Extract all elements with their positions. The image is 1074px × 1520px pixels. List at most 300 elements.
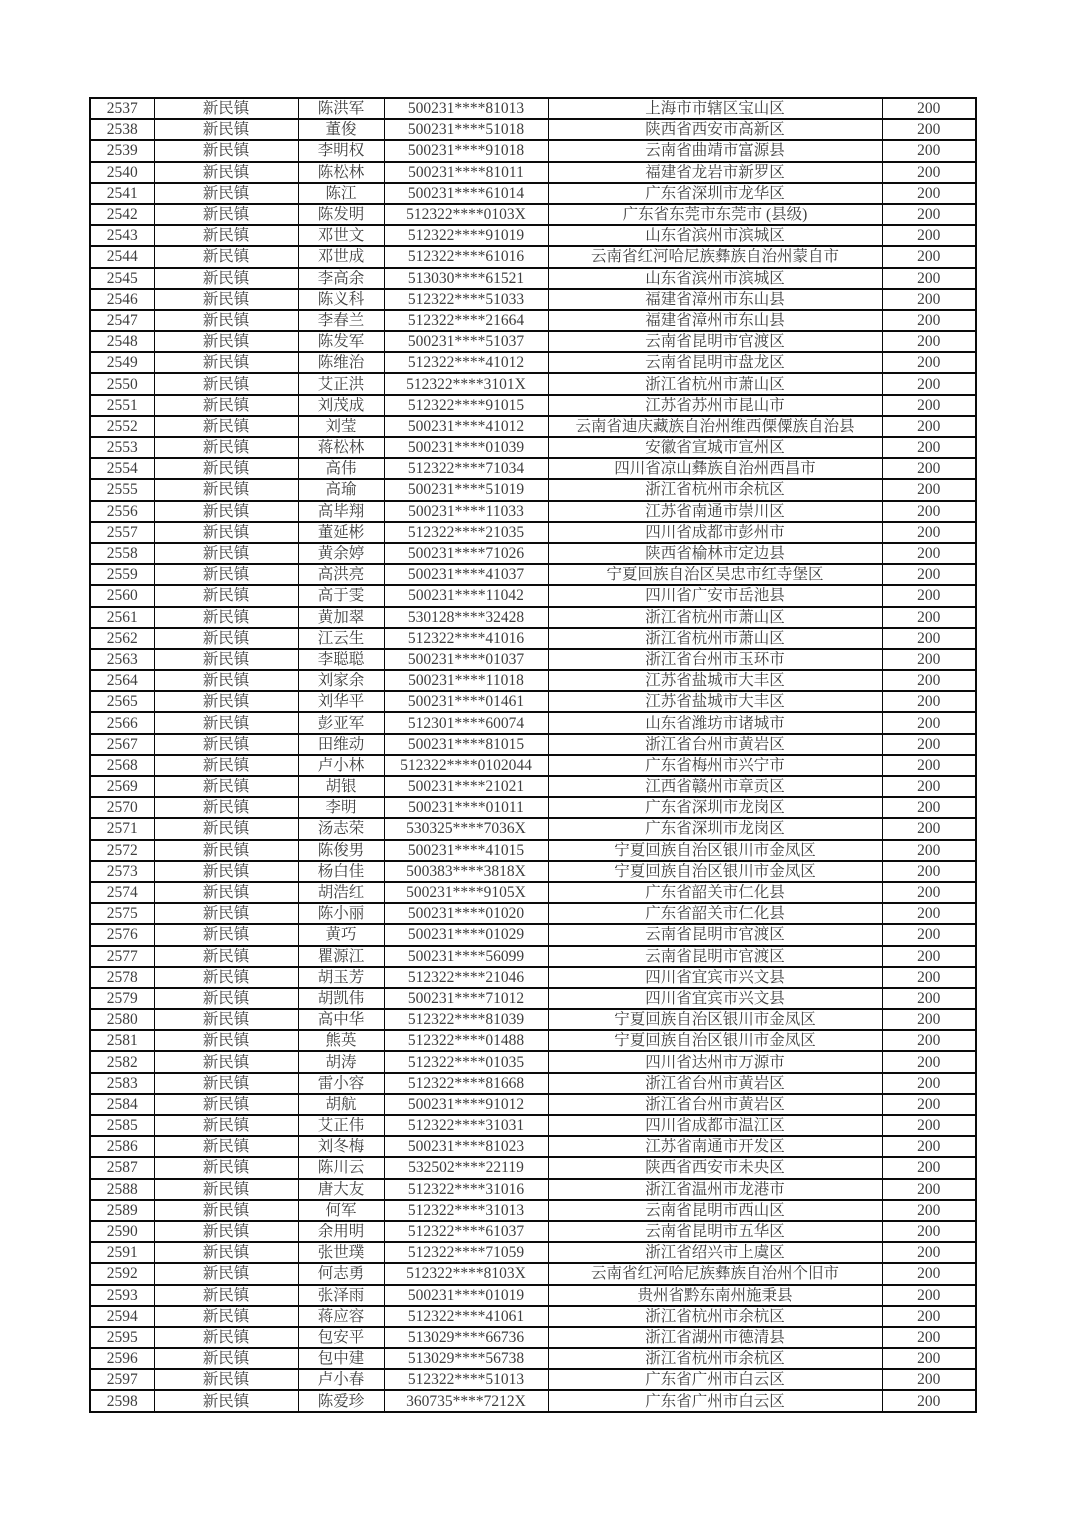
cell-region: 上海市市辖区宝山区: [548, 98, 882, 119]
cell-region: 四川省凉山彝族自治州西昌市: [548, 458, 882, 479]
table-row: [90, 246, 976, 267]
cell-name: 董俊: [298, 119, 384, 140]
cell-name: 李高余: [298, 268, 384, 289]
cell-name: 黄余婷: [298, 543, 384, 564]
cell-region: 陕西省西安市高新区: [548, 119, 882, 140]
table-row: [90, 1094, 976, 1115]
cell-region: 云南省迪庆藏族自治州维西傈僳族自治县: [548, 416, 882, 437]
cell-id-masked: 513029****56738: [384, 1348, 548, 1369]
cell-region: 四川省成都市温江区: [548, 1115, 882, 1136]
table-row: [90, 585, 976, 606]
cell-name: 陈洪军: [298, 98, 384, 119]
cell-index: 2551: [90, 395, 154, 416]
cell-index: 2559: [90, 564, 154, 585]
cell-town: 新民镇: [154, 1348, 298, 1369]
cell-region: 云南省昆明市官渡区: [548, 946, 882, 967]
cell-town: 新民镇: [154, 373, 298, 394]
cell-amount: 200: [882, 1157, 976, 1178]
cell-region: 云南省红河哈尼族彝族自治州蒙自市: [548, 246, 882, 267]
cell-name: 张泽雨: [298, 1285, 384, 1306]
table-row: [90, 840, 976, 861]
table-row: [90, 734, 976, 755]
cell-index: 2564: [90, 670, 154, 691]
cell-region: 浙江省杭州市余杭区: [548, 1348, 882, 1369]
cell-amount: 200: [882, 1221, 976, 1242]
cell-index: 2547: [90, 310, 154, 331]
cell-index: 2555: [90, 479, 154, 500]
cell-region: 贵州省黔东南州施秉县: [548, 1285, 882, 1306]
cell-index: 2575: [90, 903, 154, 924]
cell-name: 胡凯伟: [298, 988, 384, 1009]
cell-index: 2594: [90, 1306, 154, 1327]
table-row: [90, 649, 976, 670]
cell-region: 广东省深圳市龙华区: [548, 183, 882, 204]
cell-town: 新民镇: [154, 395, 298, 416]
cell-region: 四川省达州市万源市: [548, 1051, 882, 1072]
cell-amount: 200: [882, 1200, 976, 1221]
cell-index: 2560: [90, 585, 154, 606]
cell-amount: 200: [882, 310, 976, 331]
cell-amount: 200: [882, 1369, 976, 1390]
cell-region: 广东省深圳市龙岗区: [548, 797, 882, 818]
table-row: [90, 628, 976, 649]
cell-region: 浙江省台州市黄岩区: [548, 1094, 882, 1115]
cell-region: 浙江省温州市龙港市: [548, 1179, 882, 1200]
cell-amount: 200: [882, 373, 976, 394]
table-row: [90, 946, 976, 967]
cell-region: 宁夏回族自治区银川市金凤区: [548, 1009, 882, 1030]
cell-id-masked: 500231****41015: [384, 840, 548, 861]
table-row: [90, 861, 976, 882]
cell-index: 2595: [90, 1327, 154, 1348]
table-row: [90, 1009, 976, 1030]
cell-amount: 200: [882, 183, 976, 204]
cell-id-masked: 532502****22119: [384, 1157, 548, 1178]
cell-region: 宁夏回族自治区银川市金凤区: [548, 861, 882, 882]
cell-id-masked: 512322****21035: [384, 522, 548, 543]
cell-id-masked: 512322****71034: [384, 458, 548, 479]
cell-name: 邓世文: [298, 225, 384, 246]
cell-index: 2546: [90, 289, 154, 310]
cell-id-masked: 512322****41012: [384, 352, 548, 373]
cell-town: 新民镇: [154, 1327, 298, 1348]
table-row: [90, 1285, 976, 1306]
cell-id-masked: 512322****51033: [384, 289, 548, 310]
cell-region: 云南省昆明市官渡区: [548, 924, 882, 945]
cell-index: 2563: [90, 649, 154, 670]
cell-index: 2557: [90, 522, 154, 543]
cell-index: 2584: [90, 1094, 154, 1115]
cell-region: 浙江省杭州市萧山区: [548, 628, 882, 649]
cell-amount: 200: [882, 734, 976, 755]
table-row: [90, 903, 976, 924]
table-row: [90, 1369, 976, 1390]
table-row: [90, 416, 976, 437]
cell-town: 新民镇: [154, 310, 298, 331]
cell-index: 2586: [90, 1136, 154, 1157]
cell-name: 张世璞: [298, 1242, 384, 1263]
cell-index: 2558: [90, 543, 154, 564]
table-row: [90, 1051, 976, 1072]
cell-town: 新民镇: [154, 458, 298, 479]
cell-name: 胡银: [298, 776, 384, 797]
table-row: [90, 712, 976, 733]
cell-amount: 200: [882, 204, 976, 225]
cell-index: 2577: [90, 946, 154, 967]
cell-index: 2583: [90, 1073, 154, 1094]
cell-amount: 200: [882, 1030, 976, 1051]
cell-amount: 200: [882, 691, 976, 712]
cell-name: 刘家余: [298, 670, 384, 691]
cell-name: 李聪聪: [298, 649, 384, 670]
cell-index: 2570: [90, 797, 154, 818]
cell-amount: 200: [882, 1051, 976, 1072]
cell-id-masked: 530325****7036X: [384, 818, 548, 839]
table-row: [90, 924, 976, 945]
cell-name: 陈江: [298, 183, 384, 204]
beneficiary-roster-table: [89, 97, 977, 1413]
cell-id-masked: 500231****61014: [384, 183, 548, 204]
cell-name: 何军: [298, 1200, 384, 1221]
cell-id-masked: 512322****31013: [384, 1200, 548, 1221]
cell-amount: 200: [882, 140, 976, 161]
cell-amount: 200: [882, 479, 976, 500]
table-row: [90, 458, 976, 479]
table-row: [90, 818, 976, 839]
cell-region: 云南省昆明市盘龙区: [548, 352, 882, 373]
cell-amount: 200: [882, 1285, 976, 1306]
table-row: [90, 479, 976, 500]
cell-id-masked: 500231****81023: [384, 1136, 548, 1157]
cell-region: 江西省赣州市章贡区: [548, 776, 882, 797]
cell-name: 卢小林: [298, 755, 384, 776]
cell-town: 新民镇: [154, 649, 298, 670]
cell-region: 浙江省杭州市萧山区: [548, 373, 882, 394]
cell-name: 陈维治: [298, 352, 384, 373]
cell-region: 福建省漳州市东山县: [548, 289, 882, 310]
cell-name: 包安平: [298, 1327, 384, 1348]
cell-region: 云南省曲靖市富源县: [548, 140, 882, 161]
cell-town: 新民镇: [154, 1221, 298, 1242]
cell-id-masked: 512322****0102044: [384, 755, 548, 776]
table-row: [90, 670, 976, 691]
cell-index: 2576: [90, 924, 154, 945]
cell-index: 2582: [90, 1051, 154, 1072]
cell-region: 广东省韶关市仁化县: [548, 882, 882, 903]
cell-town: 新民镇: [154, 1051, 298, 1072]
cell-name: 杨白佳: [298, 861, 384, 882]
table-row: [90, 607, 976, 628]
cell-town: 新民镇: [154, 522, 298, 543]
cell-id-masked: 500231****11042: [384, 585, 548, 606]
cell-id-masked: 512322****91015: [384, 395, 548, 416]
cell-town: 新民镇: [154, 1009, 298, 1030]
cell-town: 新民镇: [154, 1179, 298, 1200]
cell-town: 新民镇: [154, 607, 298, 628]
cell-id-masked: 500231****81011: [384, 162, 548, 183]
cell-id-masked: 500231****9105X: [384, 882, 548, 903]
cell-region: 福建省龙岩市新罗区: [548, 162, 882, 183]
cell-region: 云南省昆明市五华区: [548, 1221, 882, 1242]
table-row: [90, 268, 976, 289]
cell-amount: 200: [882, 501, 976, 522]
cell-town: 新民镇: [154, 268, 298, 289]
cell-name: 黄巧: [298, 924, 384, 945]
cell-town: 新民镇: [154, 1094, 298, 1115]
cell-index: 2589: [90, 1200, 154, 1221]
cell-town: 新民镇: [154, 1200, 298, 1221]
table-row: [90, 204, 976, 225]
cell-name: 李春兰: [298, 310, 384, 331]
cell-town: 新民镇: [154, 1263, 298, 1284]
cell-index: 2566: [90, 712, 154, 733]
cell-name: 陈发军: [298, 331, 384, 352]
cell-amount: 200: [882, 162, 976, 183]
cell-name: 胡航: [298, 1094, 384, 1115]
cell-name: 包中建: [298, 1348, 384, 1369]
cell-amount: 200: [882, 776, 976, 797]
cell-region: 云南省昆明市官渡区: [548, 331, 882, 352]
cell-name: 彭亚军: [298, 712, 384, 733]
cell-amount: 200: [882, 967, 976, 988]
cell-index: 2572: [90, 840, 154, 861]
cell-amount: 200: [882, 98, 976, 119]
cell-id-masked: 500231****21021: [384, 776, 548, 797]
cell-town: 新民镇: [154, 1390, 298, 1411]
cell-name: 刘茂成: [298, 395, 384, 416]
cell-town: 新民镇: [154, 670, 298, 691]
cell-region: 江苏省盐城市大丰区: [548, 670, 882, 691]
cell-amount: 200: [882, 268, 976, 289]
cell-name: 雷小容: [298, 1073, 384, 1094]
cell-town: 新民镇: [154, 246, 298, 267]
cell-town: 新民镇: [154, 946, 298, 967]
table-row: [90, 564, 976, 585]
cell-index: 2587: [90, 1157, 154, 1178]
cell-town: 新民镇: [154, 225, 298, 246]
cell-id-masked: 512301****60074: [384, 712, 548, 733]
table-row: [90, 437, 976, 458]
cell-amount: 200: [882, 712, 976, 733]
cell-id-masked: 512322****31016: [384, 1179, 548, 1200]
cell-amount: 200: [882, 395, 976, 416]
cell-id-masked: 512322****81668: [384, 1073, 548, 1094]
cell-id-masked: 512322****8103X: [384, 1263, 548, 1284]
table-row: [90, 1157, 976, 1178]
cell-index: 2542: [90, 204, 154, 225]
cell-name: 刘冬梅: [298, 1136, 384, 1157]
cell-index: 2592: [90, 1263, 154, 1284]
table-row: [90, 225, 976, 246]
table-row: [90, 1115, 976, 1136]
cell-town: 新民镇: [154, 967, 298, 988]
cell-name: 胡涛: [298, 1051, 384, 1072]
table-row: [90, 1327, 976, 1348]
cell-town: 新民镇: [154, 755, 298, 776]
cell-town: 新民镇: [154, 140, 298, 161]
cell-amount: 200: [882, 1094, 976, 1115]
cell-amount: 200: [882, 458, 976, 479]
cell-name: 唐大友: [298, 1179, 384, 1200]
cell-town: 新民镇: [154, 183, 298, 204]
cell-id-masked: 512322****3101X: [384, 373, 548, 394]
cell-town: 新民镇: [154, 1369, 298, 1390]
cell-region: 广东省韶关市仁化县: [548, 903, 882, 924]
cell-name: 艾正洪: [298, 373, 384, 394]
cell-index: 2591: [90, 1242, 154, 1263]
cell-index: 2585: [90, 1115, 154, 1136]
cell-index: 2578: [90, 967, 154, 988]
cell-index: 2538: [90, 119, 154, 140]
table-row: [90, 755, 976, 776]
cell-id-masked: 512322****71059: [384, 1242, 548, 1263]
cell-town: 新民镇: [154, 352, 298, 373]
table-row: [90, 1242, 976, 1263]
table-row: [90, 119, 976, 140]
cell-name: 余用明: [298, 1221, 384, 1242]
cell-town: 新民镇: [154, 1136, 298, 1157]
cell-index: 2593: [90, 1285, 154, 1306]
cell-id-masked: 500231****01011: [384, 797, 548, 818]
cell-id-masked: 500231****56099: [384, 946, 548, 967]
cell-name: 李明: [298, 797, 384, 818]
cell-name: 刘华平: [298, 691, 384, 712]
cell-region: 浙江省杭州市余杭区: [548, 479, 882, 500]
cell-index: 2544: [90, 246, 154, 267]
cell-name: 高洪亮: [298, 564, 384, 585]
cell-index: 2580: [90, 1009, 154, 1030]
cell-town: 新民镇: [154, 1115, 298, 1136]
cell-id-masked: 500231****91012: [384, 1094, 548, 1115]
cell-amount: 200: [882, 628, 976, 649]
beneficiary-table-body: [90, 98, 976, 1412]
cell-name: 江云生: [298, 628, 384, 649]
cell-region: 宁夏回族自治区银川市金凤区: [548, 840, 882, 861]
cell-id-masked: 513030****61521: [384, 268, 548, 289]
cell-id-masked: 530128****32428: [384, 607, 548, 628]
cell-town: 新民镇: [154, 712, 298, 733]
cell-amount: 200: [882, 988, 976, 1009]
cell-region: 陕西省西安市未央区: [548, 1157, 882, 1178]
cell-town: 新民镇: [154, 289, 298, 310]
cell-index: 2541: [90, 183, 154, 204]
cell-name: 高毕翔: [298, 501, 384, 522]
cell-region: 浙江省湖州市德清县: [548, 1327, 882, 1348]
table-row: [90, 1221, 976, 1242]
cell-id-masked: 512322****41016: [384, 628, 548, 649]
cell-town: 新民镇: [154, 162, 298, 183]
cell-name: 陈义科: [298, 289, 384, 310]
cell-region: 安徽省宣城市宣州区: [548, 437, 882, 458]
cell-name: 陈川云: [298, 1157, 384, 1178]
cell-amount: 200: [882, 755, 976, 776]
table-row: [90, 289, 976, 310]
cell-index: 2596: [90, 1348, 154, 1369]
cell-index: 2562: [90, 628, 154, 649]
cell-town: 新民镇: [154, 776, 298, 797]
cell-id-masked: 512322****81039: [384, 1009, 548, 1030]
cell-region: 浙江省杭州市萧山区: [548, 607, 882, 628]
cell-id-masked: 500231****51018: [384, 119, 548, 140]
cell-amount: 200: [882, 289, 976, 310]
cell-index: 2543: [90, 225, 154, 246]
cell-index: 2561: [90, 607, 154, 628]
cell-index: 2579: [90, 988, 154, 1009]
cell-id-masked: 512322****0103X: [384, 204, 548, 225]
cell-id-masked: 500231****91018: [384, 140, 548, 161]
cell-name: 蒋应容: [298, 1306, 384, 1327]
cell-index: 2539: [90, 140, 154, 161]
cell-region: 浙江省台州市黄岩区: [548, 1073, 882, 1094]
cell-name: 黄加翠: [298, 607, 384, 628]
cell-region: 浙江省杭州市余杭区: [548, 1306, 882, 1327]
cell-amount: 200: [882, 1390, 976, 1411]
cell-index: 2565: [90, 691, 154, 712]
cell-id-masked: 500231****51019: [384, 479, 548, 500]
cell-id-masked: 513029****66736: [384, 1327, 548, 1348]
cell-name: 高中华: [298, 1009, 384, 1030]
cell-town: 新民镇: [154, 543, 298, 564]
cell-amount: 200: [882, 882, 976, 903]
cell-amount: 200: [882, 1136, 976, 1157]
cell-town: 新民镇: [154, 691, 298, 712]
cell-amount: 200: [882, 246, 976, 267]
cell-amount: 200: [882, 1179, 976, 1200]
cell-town: 新民镇: [154, 437, 298, 458]
cell-name: 陈俊男: [298, 840, 384, 861]
cell-index: 2590: [90, 1221, 154, 1242]
cell-town: 新民镇: [154, 1285, 298, 1306]
cell-amount: 200: [882, 564, 976, 585]
cell-index: 2550: [90, 373, 154, 394]
cell-amount: 200: [882, 585, 976, 606]
cell-region: 江苏省南通市开发区: [548, 1136, 882, 1157]
cell-name: 陈松林: [298, 162, 384, 183]
table-row: [90, 395, 976, 416]
cell-id-masked: 512322****61037: [384, 1221, 548, 1242]
cell-town: 新民镇: [154, 1306, 298, 1327]
cell-name: 高瑜: [298, 479, 384, 500]
cell-name: 胡玉芳: [298, 967, 384, 988]
cell-amount: 200: [882, 861, 976, 882]
cell-id-masked: 500231****01039: [384, 437, 548, 458]
cell-index: 2556: [90, 501, 154, 522]
cell-amount: 200: [882, 1306, 976, 1327]
cell-id-masked: 512322****21664: [384, 310, 548, 331]
cell-id-masked: 512322****01035: [384, 1051, 548, 1072]
table-row: [90, 352, 976, 373]
cell-index: 2554: [90, 458, 154, 479]
table-row: [90, 1306, 976, 1327]
cell-region: 江苏省南通市崇川区: [548, 501, 882, 522]
cell-region: 江苏省盐城市大丰区: [548, 691, 882, 712]
cell-id-masked: 500231****71012: [384, 988, 548, 1009]
cell-region: 宁夏回族自治区吴忠市红寺堡区: [548, 564, 882, 585]
cell-amount: 200: [882, 670, 976, 691]
cell-index: 2540: [90, 162, 154, 183]
cell-town: 新民镇: [154, 98, 298, 119]
cell-id-masked: 500231****11018: [384, 670, 548, 691]
cell-region: 四川省宜宾市兴文县: [548, 988, 882, 1009]
cell-town: 新民镇: [154, 797, 298, 818]
cell-index: 2567: [90, 734, 154, 755]
cell-name: 何志勇: [298, 1263, 384, 1284]
cell-town: 新民镇: [154, 840, 298, 861]
cell-index: 2548: [90, 331, 154, 352]
cell-id-masked: 500231****01037: [384, 649, 548, 670]
cell-amount: 200: [882, 649, 976, 670]
cell-index: 2571: [90, 818, 154, 839]
